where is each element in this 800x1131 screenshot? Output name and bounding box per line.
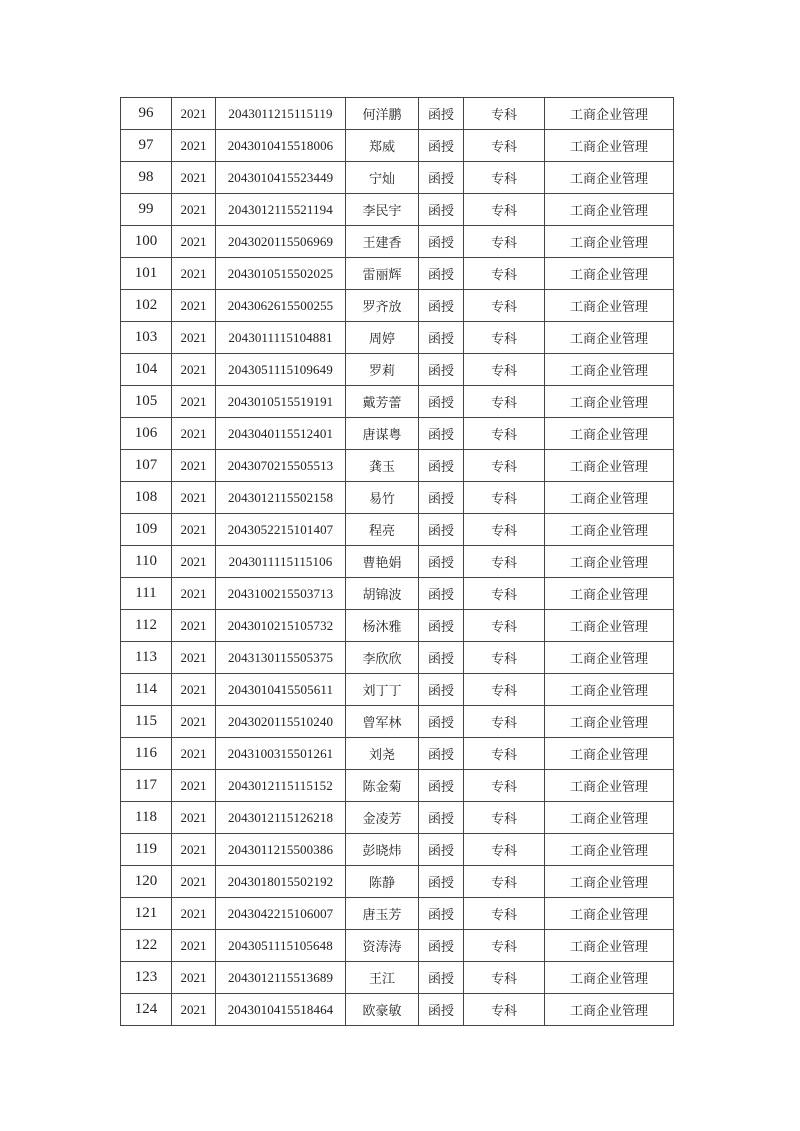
study-mode-cell: 函授 bbox=[419, 866, 464, 898]
row-index-cell: 101 bbox=[121, 258, 172, 290]
enrollment-year-cell: 2021 bbox=[172, 610, 216, 642]
education-level-cell: 专科 bbox=[464, 898, 545, 930]
major-cell: 工商企业管理 bbox=[545, 674, 674, 706]
row-index-cell: 118 bbox=[121, 802, 172, 834]
table-row bbox=[121, 322, 674, 354]
education-level-cell: 专科 bbox=[464, 738, 545, 770]
study-mode-cell: 函授 bbox=[419, 962, 464, 994]
enrollment-year-cell: 2021 bbox=[172, 962, 216, 994]
education-level-cell: 专科 bbox=[464, 418, 545, 450]
row-index-cell: 100 bbox=[121, 226, 172, 258]
major-cell: 工商企业管理 bbox=[545, 514, 674, 546]
education-level-cell: 专科 bbox=[464, 130, 545, 162]
education-level-cell: 专科 bbox=[464, 258, 545, 290]
major-cell: 工商企业管理 bbox=[545, 930, 674, 962]
study-mode-cell: 函授 bbox=[419, 898, 464, 930]
table-row bbox=[121, 258, 674, 290]
table-row bbox=[121, 706, 674, 738]
student-name-cell: 唐谋粤 bbox=[346, 418, 419, 450]
education-level-cell: 专科 bbox=[464, 322, 545, 354]
education-level-cell: 专科 bbox=[464, 290, 545, 322]
student-id-cell: 2043011215115119 bbox=[216, 98, 346, 130]
table-row bbox=[121, 898, 674, 930]
major-cell: 工商企业管理 bbox=[545, 898, 674, 930]
roster-body bbox=[121, 98, 674, 1026]
education-level-cell: 专科 bbox=[464, 994, 545, 1026]
student-id-cell: 2043062615500255 bbox=[216, 290, 346, 322]
enrollment-year-cell: 2021 bbox=[172, 674, 216, 706]
student-id-cell: 2043010415518464 bbox=[216, 994, 346, 1026]
enrollment-year-cell: 2021 bbox=[172, 706, 216, 738]
study-mode-cell: 函授 bbox=[419, 834, 464, 866]
student-name-cell: 欧豪敏 bbox=[346, 994, 419, 1026]
study-mode-cell: 函授 bbox=[419, 770, 464, 802]
student-name-cell: 彭晓炜 bbox=[346, 834, 419, 866]
student-name-cell: 郑威 bbox=[346, 130, 419, 162]
row-index-cell: 113 bbox=[121, 642, 172, 674]
enrollment-year-cell: 2021 bbox=[172, 898, 216, 930]
education-level-cell: 专科 bbox=[464, 866, 545, 898]
enrollment-year-cell: 2021 bbox=[172, 98, 216, 130]
study-mode-cell: 函授 bbox=[419, 98, 464, 130]
enrollment-year-cell: 2021 bbox=[172, 578, 216, 610]
student-name-cell: 程亮 bbox=[346, 514, 419, 546]
education-level-cell: 专科 bbox=[464, 770, 545, 802]
study-mode-cell: 函授 bbox=[419, 514, 464, 546]
student-id-cell: 2043011115104881 bbox=[216, 322, 346, 354]
study-mode-cell: 函授 bbox=[419, 322, 464, 354]
student-name-cell: 李欣欣 bbox=[346, 642, 419, 674]
study-mode-cell: 函授 bbox=[419, 738, 464, 770]
table-row bbox=[121, 642, 674, 674]
row-index-cell: 109 bbox=[121, 514, 172, 546]
student-id-cell: 2043012115126218 bbox=[216, 802, 346, 834]
student-name-cell: 王建香 bbox=[346, 226, 419, 258]
study-mode-cell: 函授 bbox=[419, 482, 464, 514]
study-mode-cell: 函授 bbox=[419, 994, 464, 1026]
row-index-cell: 115 bbox=[121, 706, 172, 738]
student-id-cell: 2043010415518006 bbox=[216, 130, 346, 162]
table-row bbox=[121, 418, 674, 450]
row-index-cell: 120 bbox=[121, 866, 172, 898]
study-mode-cell: 函授 bbox=[419, 610, 464, 642]
study-mode-cell: 函授 bbox=[419, 130, 464, 162]
student-id-cell: 2043100215503713 bbox=[216, 578, 346, 610]
student-id-cell: 2043100315501261 bbox=[216, 738, 346, 770]
student-id-cell: 2043010215105732 bbox=[216, 610, 346, 642]
major-cell: 工商企业管理 bbox=[545, 642, 674, 674]
row-index-cell: 110 bbox=[121, 546, 172, 578]
enrollment-year-cell: 2021 bbox=[172, 834, 216, 866]
row-index-cell: 122 bbox=[121, 930, 172, 962]
major-cell: 工商企业管理 bbox=[545, 98, 674, 130]
student-id-cell: 2043051115109649 bbox=[216, 354, 346, 386]
major-cell: 工商企业管理 bbox=[545, 354, 674, 386]
study-mode-cell: 函授 bbox=[419, 930, 464, 962]
study-mode-cell: 函授 bbox=[419, 674, 464, 706]
study-mode-cell: 函授 bbox=[419, 258, 464, 290]
row-index-cell: 103 bbox=[121, 322, 172, 354]
student-name-cell: 刘尧 bbox=[346, 738, 419, 770]
student-name-cell: 曹艳娟 bbox=[346, 546, 419, 578]
row-index-cell: 121 bbox=[121, 898, 172, 930]
student-id-cell: 2043130115505375 bbox=[216, 642, 346, 674]
enrollment-year-cell: 2021 bbox=[172, 514, 216, 546]
table-row bbox=[121, 866, 674, 898]
student-id-cell: 2043012115115152 bbox=[216, 770, 346, 802]
student-id-cell: 2043052215101407 bbox=[216, 514, 346, 546]
student-id-cell: 2043011215500386 bbox=[216, 834, 346, 866]
row-index-cell: 102 bbox=[121, 290, 172, 322]
student-name-cell: 周婷 bbox=[346, 322, 419, 354]
student-id-cell: 2043042215106007 bbox=[216, 898, 346, 930]
education-level-cell: 专科 bbox=[464, 226, 545, 258]
row-index-cell: 112 bbox=[121, 610, 172, 642]
student-name-cell: 金凌芳 bbox=[346, 802, 419, 834]
enrollment-year-cell: 2021 bbox=[172, 162, 216, 194]
study-mode-cell: 函授 bbox=[419, 194, 464, 226]
table-row bbox=[121, 130, 674, 162]
major-cell: 工商企业管理 bbox=[545, 706, 674, 738]
student-id-cell: 2043051115105648 bbox=[216, 930, 346, 962]
study-mode-cell: 函授 bbox=[419, 354, 464, 386]
student-id-cell: 2043012115502158 bbox=[216, 482, 346, 514]
student-name-cell: 唐玉芳 bbox=[346, 898, 419, 930]
study-mode-cell: 函授 bbox=[419, 450, 464, 482]
student-name-cell: 易竹 bbox=[346, 482, 419, 514]
table-row bbox=[121, 162, 674, 194]
study-mode-cell: 函授 bbox=[419, 802, 464, 834]
student-name-cell: 曾军林 bbox=[346, 706, 419, 738]
major-cell: 工商企业管理 bbox=[545, 738, 674, 770]
student-name-cell: 陈静 bbox=[346, 866, 419, 898]
education-level-cell: 专科 bbox=[464, 514, 545, 546]
student-id-cell: 2043020115506969 bbox=[216, 226, 346, 258]
table-row bbox=[121, 930, 674, 962]
student-id-cell: 2043018015502192 bbox=[216, 866, 346, 898]
major-cell: 工商企业管理 bbox=[545, 322, 674, 354]
major-cell: 工商企业管理 bbox=[545, 962, 674, 994]
student-id-cell: 2043070215505513 bbox=[216, 450, 346, 482]
table-row bbox=[121, 610, 674, 642]
student-id-cell: 2043040115512401 bbox=[216, 418, 346, 450]
student-name-cell: 戴芳蕾 bbox=[346, 386, 419, 418]
table-row bbox=[121, 770, 674, 802]
major-cell: 工商企业管理 bbox=[545, 610, 674, 642]
student-name-cell: 刘丁丁 bbox=[346, 674, 419, 706]
table-row bbox=[121, 994, 674, 1026]
education-level-cell: 专科 bbox=[464, 354, 545, 386]
row-index-cell: 123 bbox=[121, 962, 172, 994]
row-index-cell: 111 bbox=[121, 578, 172, 610]
education-level-cell: 专科 bbox=[464, 482, 545, 514]
student-id-cell: 2043010415523449 bbox=[216, 162, 346, 194]
enrollment-year-cell: 2021 bbox=[172, 482, 216, 514]
table-row bbox=[121, 226, 674, 258]
major-cell: 工商企业管理 bbox=[545, 994, 674, 1026]
enrollment-year-cell: 2021 bbox=[172, 354, 216, 386]
enrollment-year-cell: 2021 bbox=[172, 642, 216, 674]
education-level-cell: 专科 bbox=[464, 930, 545, 962]
row-index-cell: 99 bbox=[121, 194, 172, 226]
education-level-cell: 专科 bbox=[464, 546, 545, 578]
table-row bbox=[121, 802, 674, 834]
study-mode-cell: 函授 bbox=[419, 642, 464, 674]
study-mode-cell: 函授 bbox=[419, 386, 464, 418]
enrollment-year-cell: 2021 bbox=[172, 450, 216, 482]
education-level-cell: 专科 bbox=[464, 706, 545, 738]
enrollment-year-cell: 2021 bbox=[172, 418, 216, 450]
major-cell: 工商企业管理 bbox=[545, 802, 674, 834]
education-level-cell: 专科 bbox=[464, 962, 545, 994]
table-row bbox=[121, 450, 674, 482]
row-index-cell: 124 bbox=[121, 994, 172, 1026]
student-name-cell: 资涛涛 bbox=[346, 930, 419, 962]
study-mode-cell: 函授 bbox=[419, 546, 464, 578]
major-cell: 工商企业管理 bbox=[545, 258, 674, 290]
student-id-cell: 2043010515502025 bbox=[216, 258, 346, 290]
major-cell: 工商企业管理 bbox=[545, 386, 674, 418]
enrollment-year-cell: 2021 bbox=[172, 994, 216, 1026]
enrollment-year-cell: 2021 bbox=[172, 386, 216, 418]
student-name-cell: 雷丽辉 bbox=[346, 258, 419, 290]
row-index-cell: 114 bbox=[121, 674, 172, 706]
student-name-cell: 李民宇 bbox=[346, 194, 419, 226]
table-row bbox=[121, 98, 674, 130]
major-cell: 工商企业管理 bbox=[545, 770, 674, 802]
major-cell: 工商企业管理 bbox=[545, 130, 674, 162]
education-level-cell: 专科 bbox=[464, 578, 545, 610]
table-row bbox=[121, 194, 674, 226]
enrollment-year-cell: 2021 bbox=[172, 258, 216, 290]
table-row bbox=[121, 738, 674, 770]
student-name-cell: 罗齐放 bbox=[346, 290, 419, 322]
major-cell: 工商企业管理 bbox=[545, 194, 674, 226]
education-level-cell: 专科 bbox=[464, 98, 545, 130]
student-id-cell: 2043010415505611 bbox=[216, 674, 346, 706]
student-roster-table bbox=[120, 97, 674, 1026]
education-level-cell: 专科 bbox=[464, 450, 545, 482]
education-level-cell: 专科 bbox=[464, 386, 545, 418]
major-cell: 工商企业管理 bbox=[545, 450, 674, 482]
row-index-cell: 117 bbox=[121, 770, 172, 802]
student-id-cell: 2043011115115106 bbox=[216, 546, 346, 578]
major-cell: 工商企业管理 bbox=[545, 546, 674, 578]
student-name-cell: 杨沐雅 bbox=[346, 610, 419, 642]
table-row bbox=[121, 674, 674, 706]
table-row bbox=[121, 546, 674, 578]
row-index-cell: 119 bbox=[121, 834, 172, 866]
education-level-cell: 专科 bbox=[464, 802, 545, 834]
major-cell: 工商企业管理 bbox=[545, 834, 674, 866]
enrollment-year-cell: 2021 bbox=[172, 930, 216, 962]
study-mode-cell: 函授 bbox=[419, 162, 464, 194]
table-row bbox=[121, 290, 674, 322]
major-cell: 工商企业管理 bbox=[545, 162, 674, 194]
table-row bbox=[121, 962, 674, 994]
student-id-cell: 2043012115521194 bbox=[216, 194, 346, 226]
student-id-cell: 2043012115513689 bbox=[216, 962, 346, 994]
education-level-cell: 专科 bbox=[464, 194, 545, 226]
student-name-cell: 何洋鹏 bbox=[346, 98, 419, 130]
major-cell: 工商企业管理 bbox=[545, 226, 674, 258]
row-index-cell: 96 bbox=[121, 98, 172, 130]
row-index-cell: 116 bbox=[121, 738, 172, 770]
student-name-cell: 陈金菊 bbox=[346, 770, 419, 802]
enrollment-year-cell: 2021 bbox=[172, 546, 216, 578]
enrollment-year-cell: 2021 bbox=[172, 738, 216, 770]
enrollment-year-cell: 2021 bbox=[172, 866, 216, 898]
row-index-cell: 105 bbox=[121, 386, 172, 418]
enrollment-year-cell: 2021 bbox=[172, 194, 216, 226]
education-level-cell: 专科 bbox=[464, 674, 545, 706]
table-row bbox=[121, 354, 674, 386]
row-index-cell: 98 bbox=[121, 162, 172, 194]
major-cell: 工商企业管理 bbox=[545, 418, 674, 450]
major-cell: 工商企业管理 bbox=[545, 866, 674, 898]
enrollment-year-cell: 2021 bbox=[172, 130, 216, 162]
table-row bbox=[121, 514, 674, 546]
study-mode-cell: 函授 bbox=[419, 578, 464, 610]
education-level-cell: 专科 bbox=[464, 610, 545, 642]
enrollment-year-cell: 2021 bbox=[172, 226, 216, 258]
student-name-cell: 龚玉 bbox=[346, 450, 419, 482]
education-level-cell: 专科 bbox=[464, 642, 545, 674]
row-index-cell: 106 bbox=[121, 418, 172, 450]
student-name-cell: 王江 bbox=[346, 962, 419, 994]
major-cell: 工商企业管理 bbox=[545, 578, 674, 610]
major-cell: 工商企业管理 bbox=[545, 482, 674, 514]
row-index-cell: 107 bbox=[121, 450, 172, 482]
table-row bbox=[121, 482, 674, 514]
enrollment-year-cell: 2021 bbox=[172, 290, 216, 322]
enrollment-year-cell: 2021 bbox=[172, 770, 216, 802]
major-cell: 工商企业管理 bbox=[545, 290, 674, 322]
enrollment-year-cell: 2021 bbox=[172, 322, 216, 354]
study-mode-cell: 函授 bbox=[419, 706, 464, 738]
row-index-cell: 108 bbox=[121, 482, 172, 514]
student-name-cell: 胡锦波 bbox=[346, 578, 419, 610]
table-row bbox=[121, 386, 674, 418]
table-row bbox=[121, 834, 674, 866]
education-level-cell: 专科 bbox=[464, 162, 545, 194]
row-index-cell: 97 bbox=[121, 130, 172, 162]
student-id-cell: 2043020115510240 bbox=[216, 706, 346, 738]
student-name-cell: 宁灿 bbox=[346, 162, 419, 194]
table-row bbox=[121, 578, 674, 610]
row-index-cell: 104 bbox=[121, 354, 172, 386]
study-mode-cell: 函授 bbox=[419, 290, 464, 322]
student-name-cell: 罗莉 bbox=[346, 354, 419, 386]
study-mode-cell: 函授 bbox=[419, 418, 464, 450]
education-level-cell: 专科 bbox=[464, 834, 545, 866]
student-id-cell: 2043010515519191 bbox=[216, 386, 346, 418]
enrollment-year-cell: 2021 bbox=[172, 802, 216, 834]
study-mode-cell: 函授 bbox=[419, 226, 464, 258]
